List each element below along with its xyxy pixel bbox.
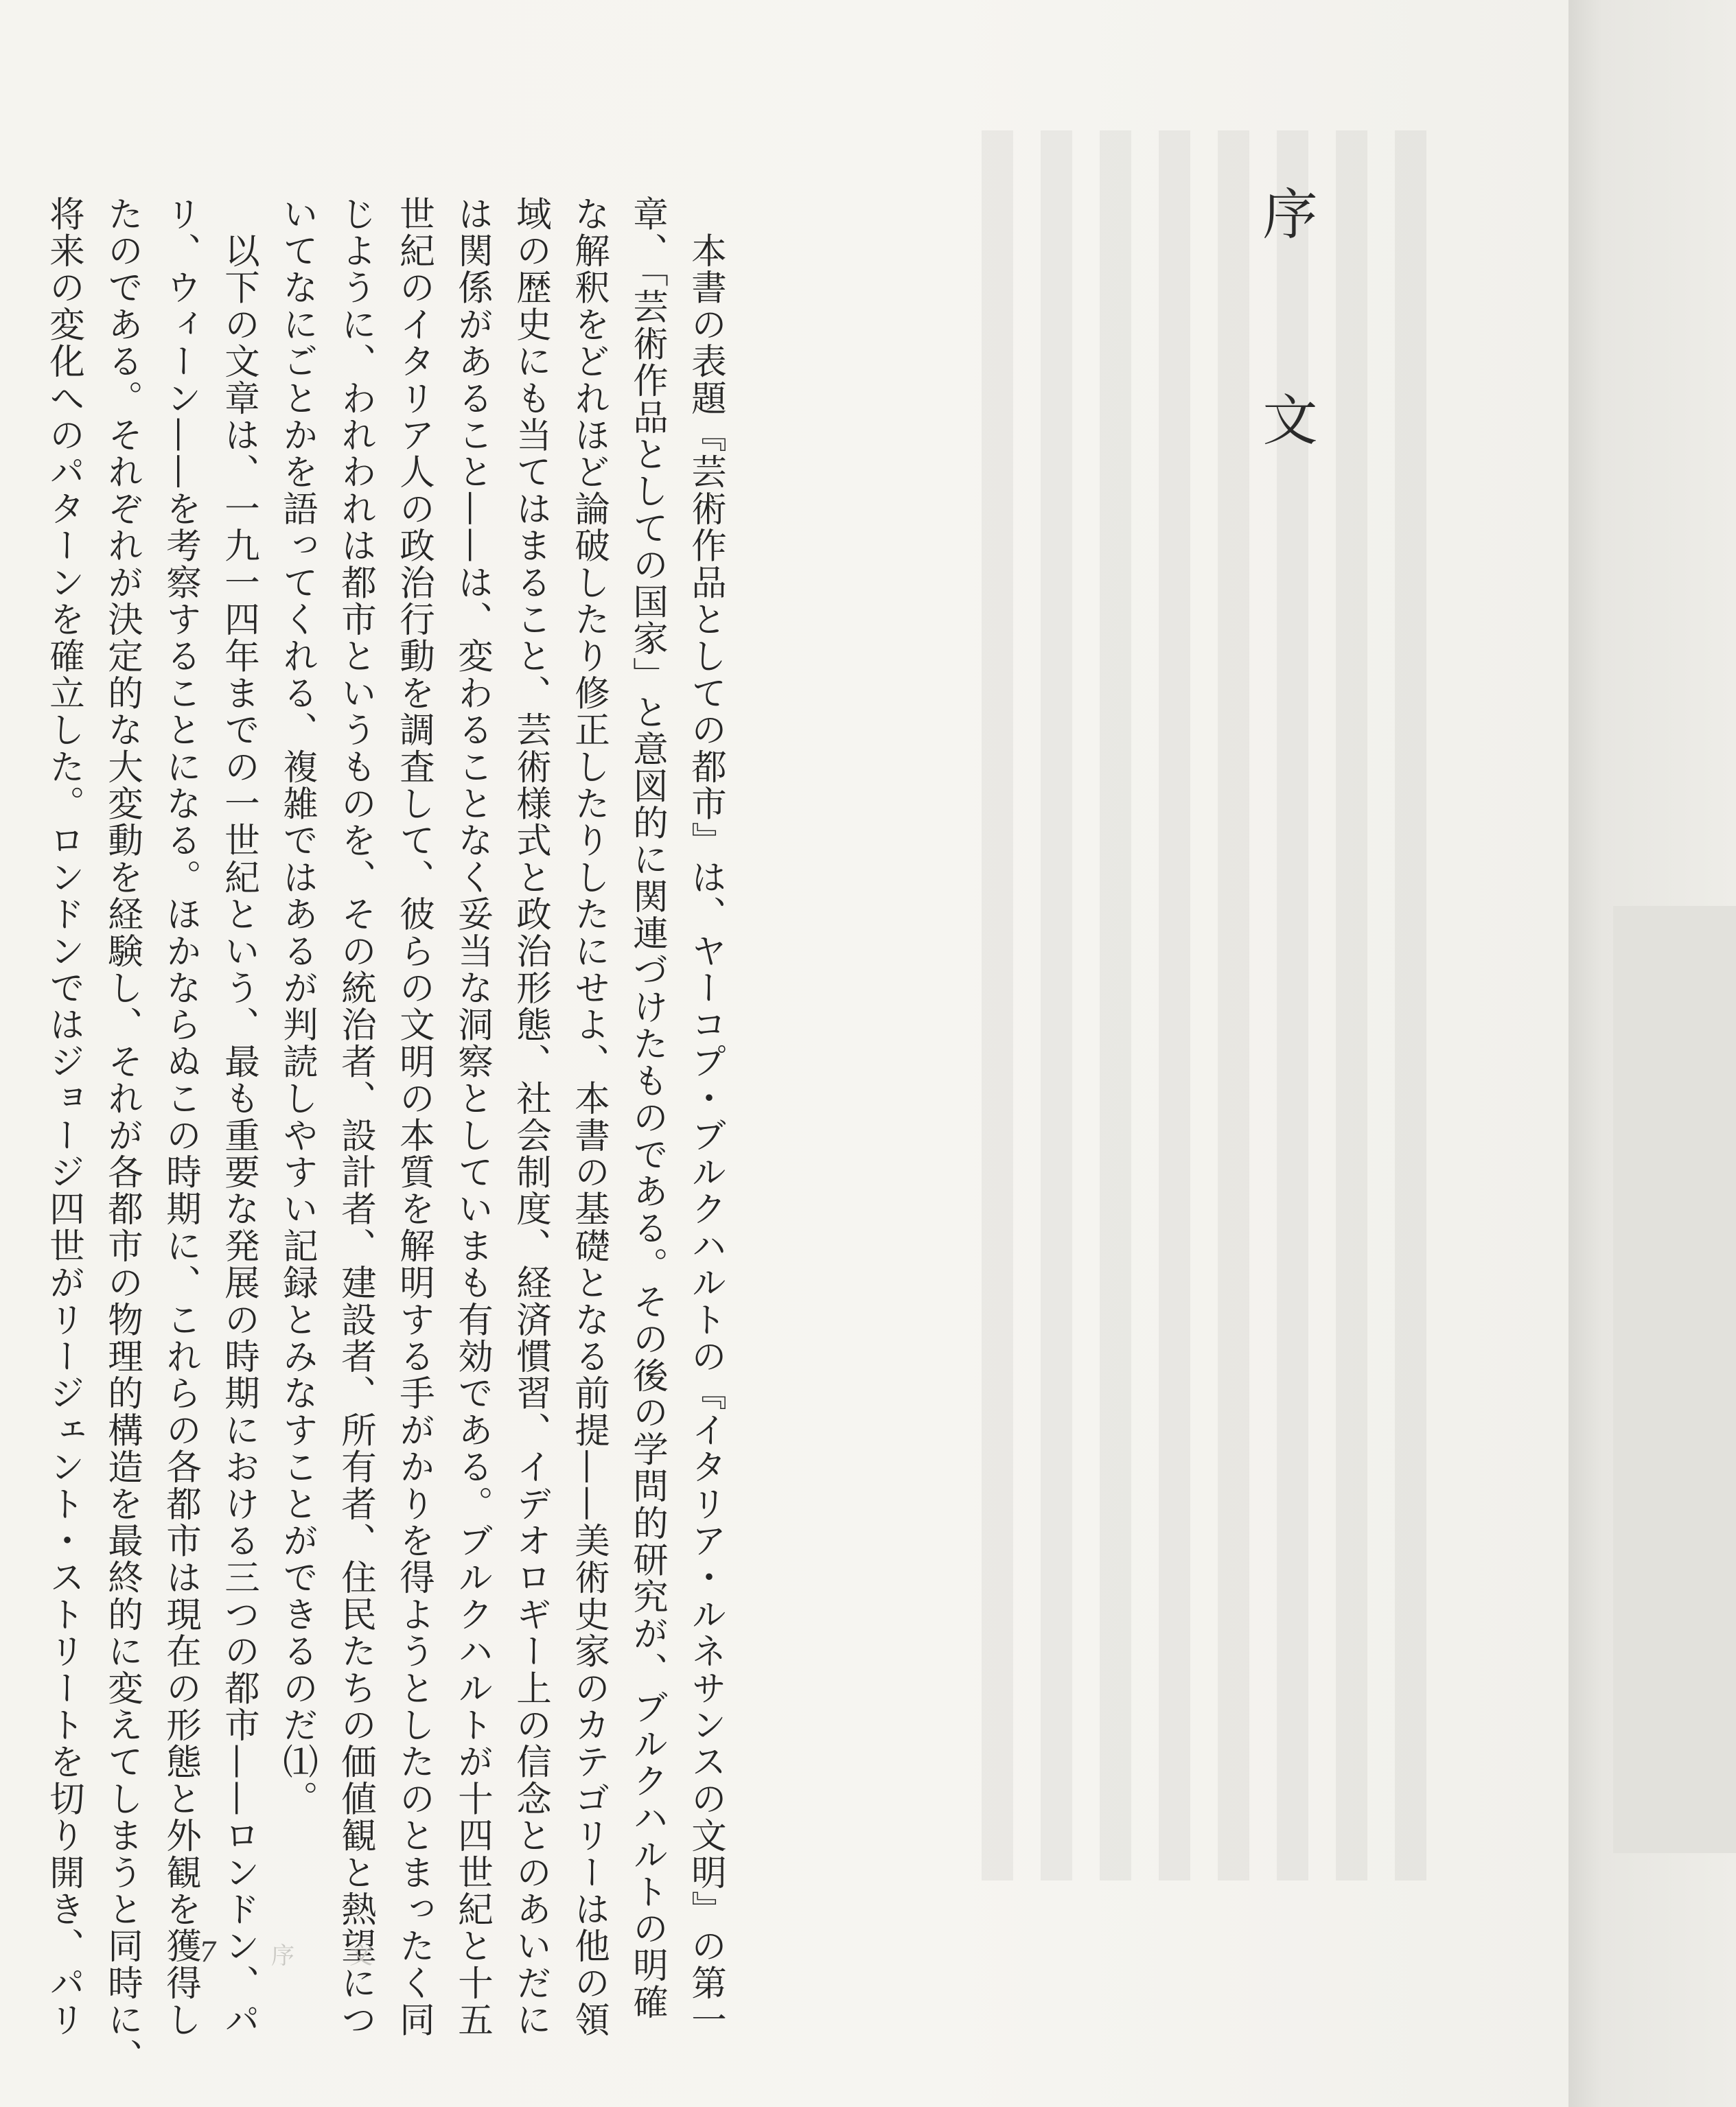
- chapter-heading: 序 文: [1253, 185, 1317, 494]
- text-line: 本書の表題『芸術作品としての都市』は、ヤーコプ・ブルクハルトの『イタリア・ルネサンスの文明』の第一: [685, 196, 726, 2038]
- text-line: たのである。それぞれが決定的な大変動を経験し、それが各都市の物理的構造を最終的に変えてしまうと同時に、: [102, 196, 143, 2075]
- text-line: 世紀のイタリア人の政治行動を調査して、彼らの文明の本質を解明する手がかりを得ようとしたのとまったく同: [393, 196, 435, 2038]
- running-head: 序文: [271, 1942, 428, 1970]
- page-number: 7: [199, 1937, 217, 1968]
- text-line: 章、「芸術作品としての国家」と意図的に関連づけたものである。その後の学問的研究が、ブルクハルトの明確: [627, 196, 668, 2021]
- text-line: な解釈をどれほど論破したり修正したりしたにせよ、本書の基礎となる前提——美術史家のカテゴリーは他の領: [568, 196, 610, 2038]
- text-line: いてなにごとかを語ってくれる、複雑ではあるが判読しやすい記録とみなすことができるのだ⑴。: [277, 196, 318, 1817]
- text-line: 域の歴史にも当てはまること、芸術様式と政治形態、社会制度、経済慣習、イデオロギー上の信念とのあいだに: [510, 196, 551, 2038]
- text-line: 以下の文章は、一九一四年までの一世紀という、最も重要な発展の時期における三つの都市——ロンドン、パ: [218, 196, 259, 2038]
- text-line: 将来の変化へのパターンを確立した。ロンドンではジョージ四世がリージェント・ストリートを切り開き、パリ: [43, 196, 84, 2038]
- text-line: リ、ウィーン——を考察することになる。ほかならぬこの時期に、これらの各都市は現在の形態と外観を獲得し: [160, 196, 201, 2038]
- text-line: は関係があること——は、変わることなく妥当な洞察としていまも有効である。ブルクハルトが十四世紀と十五: [452, 196, 493, 2038]
- page-edge-shadow: [1613, 906, 1736, 1853]
- show-through-text: [982, 130, 1448, 1881]
- text-line: じように、われわれは都市というものを、その統治者、設計者、建設者、所有者、住民たちの価値観と熱望につ: [335, 196, 376, 2038]
